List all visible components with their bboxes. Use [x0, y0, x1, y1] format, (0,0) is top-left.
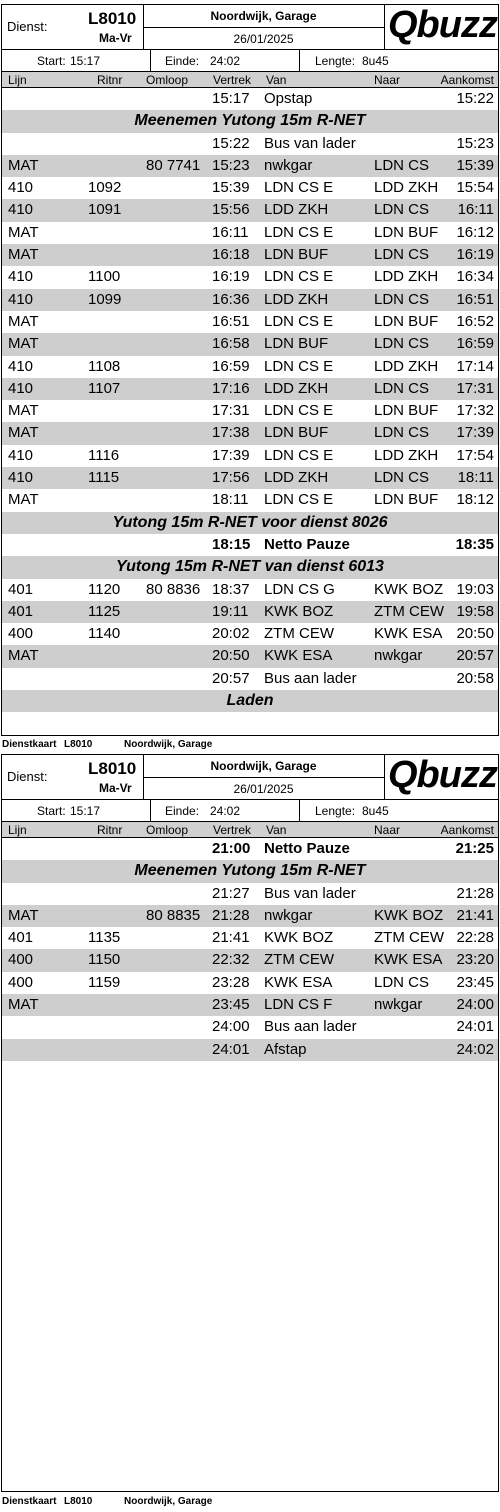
cell-lijn: 410 — [8, 268, 34, 286]
cell-aankomst: 17:14 — [456, 357, 494, 375]
cell-lijn: MAT — [8, 223, 39, 241]
cell-lijn: MAT — [8, 906, 39, 924]
trip-row — [2, 994, 498, 1016]
trip-row — [2, 88, 498, 110]
cell-van: LDN CS E — [264, 491, 334, 509]
trip-row — [2, 601, 498, 623]
col-naar: Naar — [374, 823, 401, 837]
cell-lijn: 410 — [8, 446, 34, 464]
trip-row — [2, 1039, 498, 1061]
col-van: Van — [266, 823, 287, 837]
col-vertrek: Vertrek — [213, 823, 252, 837]
cell-vertrek: 21:28 — [212, 906, 250, 924]
section-title: Laden — [226, 692, 274, 710]
cell-naar: KWK BOZ — [374, 580, 444, 598]
cell-naar: LDN CS — [374, 424, 430, 442]
sheet-header — [2, 755, 498, 800]
cell-lijn: 410 — [8, 290, 34, 308]
location-title: Noordwijk, Garage — [210, 759, 317, 773]
cell-naar: LDN BUF — [374, 402, 439, 420]
cell-van: LDD ZKH — [264, 201, 329, 219]
cell-aankomst: 21:41 — [456, 906, 494, 924]
cell-van: LDD ZKH — [264, 469, 329, 487]
cell-lijn: MAT — [8, 424, 39, 442]
cell-van: Afstap — [264, 1040, 307, 1058]
cell-van: LDN CS E — [264, 446, 334, 464]
divider — [299, 50, 300, 71]
cell-aankomst: 16:51 — [456, 290, 494, 308]
days-value: Ma-Vr — [99, 31, 132, 45]
cell-van: nwkgar — [264, 906, 313, 924]
cell-aankomst: 15:39 — [456, 156, 494, 174]
col-lijn: Lijn — [8, 823, 27, 837]
trip-row — [2, 222, 498, 244]
cell-ritnr: 1092 — [88, 179, 122, 197]
cell-vertrek: 18:15 — [212, 535, 251, 553]
cell-aankomst: 22:28 — [456, 929, 494, 947]
cell-vertrek: 16:36 — [212, 290, 250, 308]
cell-vertrek: 20:50 — [212, 647, 250, 665]
trip-row — [2, 177, 498, 199]
cell-van: Bus aan lader — [264, 1018, 357, 1036]
col-ritnr: Ritnr — [97, 823, 123, 837]
cell-van: LDN CS E — [264, 179, 334, 197]
dienstkaart-sheet-2 — [1, 754, 499, 1492]
times-bar — [2, 50, 498, 72]
cell-vertrek: 22:32 — [212, 951, 250, 969]
trip-row — [2, 199, 498, 221]
cell-lijn: MAT — [8, 647, 39, 665]
cell-aankomst: 16:34 — [456, 268, 494, 286]
cell-aankomst: 18:35 — [455, 535, 494, 553]
cell-vertrek: 21:41 — [212, 929, 250, 947]
cell-van: Netto Pauze — [264, 535, 350, 553]
date-value: 26/01/2025 — [233, 32, 294, 46]
section-title: Meenemen Yutong 15m R-NET — [134, 862, 366, 880]
start-value: 15:17 — [70, 54, 101, 68]
cell-naar: LDN CS — [374, 290, 430, 308]
cell-ritnr: 1100 — [88, 268, 121, 286]
cell-vertrek: 21:27 — [212, 884, 250, 902]
cell-ritnr: 1108 — [88, 357, 121, 375]
cell-vertrek: 16:18 — [212, 246, 250, 264]
cell-ritnr: 1120 — [88, 580, 121, 598]
qbuzz-logo: Qbuzz — [388, 4, 497, 46]
cell-lijn: MAT — [8, 996, 39, 1014]
cell-aankomst: 21:25 — [455, 840, 494, 857]
cell-van: ZTM CEW — [264, 951, 334, 969]
cell-naar: KWK ESA — [374, 625, 443, 643]
cell-lijn: MAT — [8, 156, 39, 174]
footer-label: Dienstkaart — [2, 1496, 57, 1507]
trip-table — [2, 838, 498, 1061]
cell-vertrek: 18:11 — [212, 491, 249, 509]
cell-naar: LDN BUF — [374, 312, 439, 330]
cell-lijn: MAT — [8, 246, 39, 264]
cell-aankomst: 16:59 — [456, 335, 494, 353]
trip-row — [2, 467, 498, 489]
cell-vertrek: 15:56 — [212, 201, 250, 219]
column-header-row — [2, 822, 498, 838]
lengte-label: Lengte: — [315, 804, 356, 818]
cell-naar: LDN BUF — [374, 223, 439, 241]
footer-dienst: L8010 — [64, 739, 93, 750]
cell-van: nwkgar — [264, 156, 313, 174]
trip-row — [2, 883, 498, 905]
cell-omloop: 80 8835 — [146, 906, 201, 924]
cell-van: KWK BOZ — [264, 602, 334, 620]
trip-row — [2, 266, 498, 288]
sheet-header — [2, 5, 498, 50]
cell-aankomst: 15:22 — [456, 90, 494, 107]
trip-row — [2, 333, 498, 355]
pause-row — [2, 838, 498, 860]
cell-aankomst: 18:12 — [456, 491, 494, 509]
cell-ritnr: 1115 — [88, 469, 120, 487]
cell-vertrek: 16:11 — [212, 223, 249, 241]
cell-lijn: 401 — [8, 580, 34, 598]
col-omloop: Omloop — [146, 823, 189, 837]
cell-aankomst: 17:31 — [456, 379, 494, 397]
section-header-row — [2, 860, 498, 882]
dienstkaart-sheet-1 — [1, 4, 499, 736]
cell-lijn: 401 — [8, 929, 34, 947]
col-van: Van — [266, 73, 287, 87]
start-value: 15:17 — [70, 804, 101, 818]
cell-vertrek: 18:37 — [212, 580, 250, 598]
cell-naar: LDN CS — [374, 201, 430, 219]
cell-vertrek: 19:11 — [212, 602, 249, 620]
cell-vertrek: 17:56 — [212, 469, 250, 487]
einde-value: 24:02 — [210, 804, 241, 818]
dienst-value: L8010 — [88, 759, 137, 778]
cell-van: Bus van lader — [264, 134, 356, 152]
cell-aankomst: 21:28 — [456, 884, 494, 902]
cell-lijn: MAT — [8, 491, 39, 509]
section-header-row — [2, 110, 498, 132]
footer-location: Noordwijk, Garage — [124, 739, 213, 750]
section-header-row — [2, 556, 498, 578]
cell-lijn: 401 — [8, 602, 34, 620]
trip-row — [2, 579, 498, 601]
date-value: 26/01/2025 — [233, 782, 294, 796]
cell-van: LDD ZKH — [264, 290, 329, 308]
cell-lijn: 410 — [8, 179, 34, 197]
cell-vertrek: 15:22 — [212, 134, 250, 152]
days-value: Ma-Vr — [99, 781, 132, 795]
cell-aankomst: 15:54 — [456, 179, 494, 197]
dienst-label: Dienst: — [7, 19, 48, 34]
col-omloop: Omloop — [146, 73, 189, 87]
cell-ritnr: 1116 — [88, 446, 120, 464]
col-naar: Naar — [374, 73, 401, 87]
cell-vertrek: 17:39 — [212, 446, 250, 464]
cell-vertrek: 20:02 — [212, 625, 250, 643]
trip-row — [2, 623, 498, 645]
dienst-label: Dienst: — [7, 769, 48, 784]
cell-van: LDN CS F — [264, 996, 333, 1014]
trip-row — [2, 155, 498, 177]
trip-row — [2, 972, 498, 994]
cell-vertrek: 16:51 — [212, 312, 250, 330]
trip-row — [2, 927, 498, 949]
cell-ritnr: 1107 — [88, 379, 121, 397]
cell-van: KWK BOZ — [264, 929, 334, 947]
cell-vertrek: 15:39 — [212, 179, 250, 197]
cell-aankomst: 15:23 — [456, 134, 494, 152]
location-title: Noordwijk, Garage — [210, 9, 317, 23]
cell-van: LDN CS E — [264, 268, 334, 286]
footer-label: Dienstkaart — [2, 739, 57, 750]
cell-naar: LDN CS — [374, 335, 430, 353]
col-vertrek: Vertrek — [213, 73, 252, 87]
cell-aankomst: 20:50 — [456, 625, 494, 643]
section-header-row — [2, 512, 498, 534]
cell-van: Netto Pauze — [264, 840, 350, 857]
trip-row — [2, 668, 498, 690]
cell-naar: LDN CS — [374, 246, 430, 264]
cell-lijn: 400 — [8, 973, 34, 991]
trip-row — [2, 422, 498, 444]
cell-van: LDN CS G — [264, 580, 335, 598]
cell-vertrek: 17:31 — [212, 402, 250, 420]
cell-vertrek: 15:23 — [212, 156, 250, 174]
cell-lijn: 410 — [8, 469, 34, 487]
cell-van: ZTM CEW — [264, 625, 334, 643]
cell-naar: ZTM CEW — [374, 929, 444, 947]
cell-vertrek: 16:59 — [212, 357, 250, 375]
cell-naar: ZTM CEW — [374, 602, 444, 620]
trip-row — [2, 311, 498, 333]
start-label: Start: — [37, 54, 66, 68]
einde-label: Einde: — [165, 804, 200, 818]
cell-vertrek: 20:57 — [212, 669, 250, 687]
cell-aankomst: 16:52 — [456, 312, 494, 330]
cell-aankomst: 24:02 — [456, 1040, 494, 1058]
trip-row — [2, 489, 498, 511]
section-title: Yutong 15m R-NET voor dienst 8026 — [112, 513, 388, 531]
start-label: Start: — [37, 804, 66, 818]
cell-naar: LDN CS — [374, 379, 430, 397]
cell-ritnr: 1150 — [88, 951, 121, 969]
cell-aankomst: 19:58 — [456, 602, 494, 620]
cell-aankomst: 20:58 — [456, 669, 494, 687]
pause-row — [2, 534, 498, 556]
cell-ritnr: 1159 — [88, 973, 121, 991]
cell-van: LDN BUF — [264, 424, 329, 442]
section-title: Yutong 15m R-NET van dienst 6013 — [116, 558, 384, 576]
cell-naar: nwkgar — [374, 647, 423, 665]
cell-vertrek: 23:45 — [212, 996, 250, 1014]
cell-lijn: 400 — [8, 625, 34, 643]
cell-omloop: 80 7741 — [146, 156, 201, 174]
col-lijn: Lijn — [8, 73, 27, 87]
cell-vertrek: 15:17 — [212, 90, 250, 107]
cell-ritnr: 1135 — [88, 929, 121, 947]
cell-vertrek: 17:38 — [212, 424, 250, 442]
lengte-value: 8u45 — [362, 54, 389, 68]
column-header-row — [2, 72, 498, 88]
cell-lijn: MAT — [8, 335, 39, 353]
einde-value: 24:02 — [210, 54, 241, 68]
cell-naar: KWK ESA — [374, 951, 443, 969]
cell-aankomst: 17:39 — [456, 424, 494, 442]
cell-van: LDN CS E — [264, 223, 334, 241]
cell-omloop: 80 8836 — [146, 580, 201, 598]
cell-van: LDN BUF — [264, 246, 329, 264]
cell-van: KWK ESA — [264, 973, 333, 991]
cell-naar: LDN CS — [374, 469, 430, 487]
cell-lijn: MAT — [8, 312, 39, 330]
cell-van: Bus van lader — [264, 884, 356, 902]
cell-lijn: MAT — [8, 402, 39, 420]
lengte-label: Lengte: — [315, 54, 356, 68]
trip-row — [2, 905, 498, 927]
cell-van: Opstap — [264, 90, 313, 107]
cell-naar: LDD ZKH — [374, 357, 439, 375]
cell-aankomst: 24:01 — [456, 1018, 494, 1036]
cell-ritnr: 1099 — [88, 290, 122, 308]
cell-naar: LDN CS — [374, 156, 430, 174]
cell-vertrek: 16:19 — [212, 268, 250, 286]
trip-row — [2, 133, 498, 155]
cell-vertrek: 17:16 — [212, 379, 250, 397]
cell-vertrek: 21:00 — [212, 840, 251, 857]
cell-aankomst: 24:00 — [456, 996, 494, 1014]
divider — [143, 777, 384, 778]
trip-row — [2, 244, 498, 266]
cell-ritnr: 1091 — [88, 201, 122, 219]
cell-naar: LDD ZKH — [374, 268, 439, 286]
divider — [150, 800, 151, 821]
trip-row — [2, 645, 498, 667]
cell-aankomst: 16:11 — [457, 201, 494, 219]
divider — [299, 800, 300, 821]
section-title: Meenemen Yutong 15m R-NET — [134, 112, 366, 130]
cell-vertrek: 16:58 — [212, 335, 250, 353]
cell-vertrek: 23:28 — [212, 973, 250, 991]
cell-vertrek: 24:00 — [212, 1018, 250, 1036]
cell-aankomst: 19:03 — [456, 580, 494, 598]
trip-row — [2, 356, 498, 378]
cell-van: LDD ZKH — [264, 379, 329, 397]
lengte-value: 8u45 — [362, 804, 389, 818]
footer-dienst: L8010 — [64, 1496, 93, 1507]
cell-lijn: 410 — [8, 357, 34, 375]
cell-lijn: 410 — [8, 379, 34, 397]
col-aankomst: Aankomst — [440, 73, 494, 87]
cell-van: LDN CS E — [264, 402, 334, 420]
cell-van: LDN CS E — [264, 357, 334, 375]
trip-row — [2, 378, 498, 400]
col-ritnr: Ritnr — [97, 73, 123, 87]
trip-table — [2, 88, 498, 712]
dienst-value: L8010 — [88, 9, 137, 28]
trip-row — [2, 1016, 498, 1038]
trip-row — [2, 289, 498, 311]
qbuzz-logo: Qbuzz — [388, 754, 497, 796]
divider — [150, 50, 151, 71]
cell-ritnr: 1125 — [88, 602, 121, 620]
cell-naar: LDN BUF — [374, 491, 439, 509]
times-bar — [2, 800, 498, 822]
cell-naar: LDD ZKH — [374, 179, 439, 197]
trip-row — [2, 445, 498, 467]
cell-aankomst: 17:54 — [456, 446, 494, 464]
cell-aankomst: 16:12 — [456, 223, 494, 241]
cell-aankomst: 16:19 — [456, 246, 494, 264]
trip-row — [2, 949, 498, 971]
cell-naar: nwkgar — [374, 996, 423, 1014]
cell-naar: LDN CS — [374, 973, 430, 991]
cell-aankomst: 20:57 — [456, 647, 494, 665]
cell-naar: LDD ZKH — [374, 446, 439, 464]
cell-lijn: 400 — [8, 951, 34, 969]
einde-label: Einde: — [165, 54, 200, 68]
section-header-row — [2, 690, 498, 712]
cell-van: KWK ESA — [264, 647, 333, 665]
cell-aankomst: 23:20 — [456, 951, 494, 969]
cell-van: Bus aan lader — [264, 669, 357, 687]
cell-lijn: 410 — [8, 201, 34, 219]
cell-aankomst: 23:45 — [456, 973, 494, 991]
cell-ritnr: 1140 — [88, 625, 121, 643]
cell-naar: KWK BOZ — [374, 906, 444, 924]
col-aankomst: Aankomst — [440, 823, 494, 837]
trip-row — [2, 400, 498, 422]
cell-vertrek: 24:01 — [212, 1040, 250, 1058]
cell-aankomst: 18:11 — [457, 469, 494, 487]
cell-van: LDN BUF — [264, 335, 329, 353]
cell-aankomst: 17:32 — [456, 402, 494, 420]
cell-van: LDN CS E — [264, 312, 334, 330]
divider — [143, 27, 384, 28]
footer-location: Noordwijk, Garage — [124, 1496, 213, 1507]
